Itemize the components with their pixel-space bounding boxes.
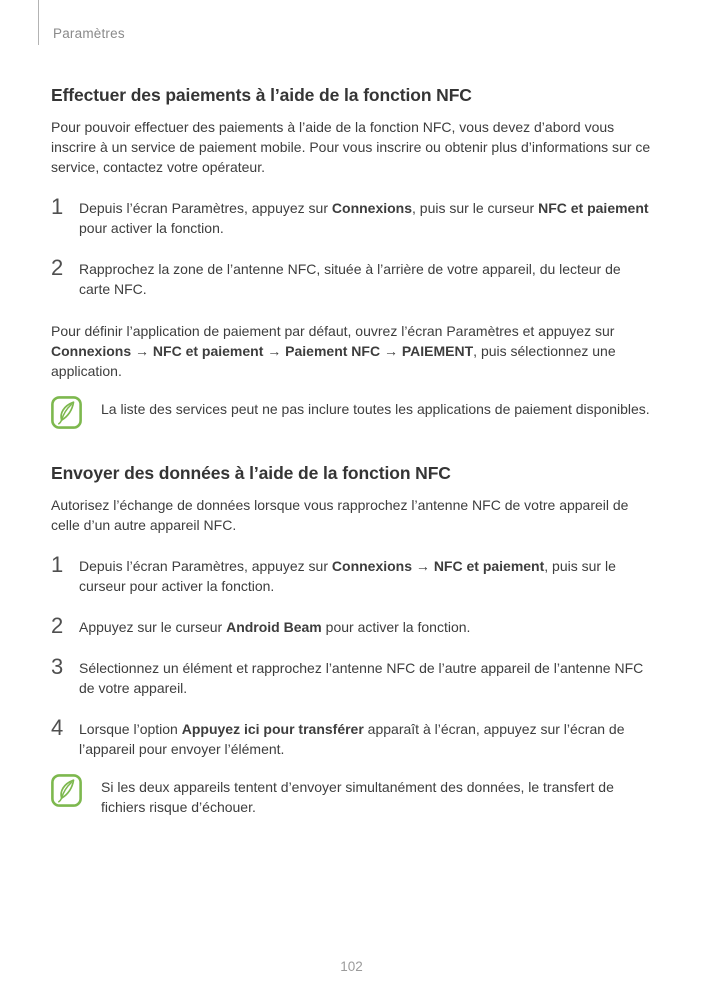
text-run: Depuis l’écran Paramètres, appuyez sur <box>79 200 332 216</box>
step-text <box>79 719 652 759</box>
text-run: pour activer la fonction. <box>79 220 224 236</box>
bold-text: NFC et paiement <box>152 343 264 359</box>
text-run: Appuyez sur le curseur <box>79 619 227 635</box>
step-text <box>79 259 652 299</box>
text-run: → <box>412 558 434 574</box>
text-run: Sélectionnez un élément et rapprochez l’antenne NFC de l’autre appareil de l’antenne NFC de votre appareil. <box>79 660 644 696</box>
bold-text: Paiement NFC <box>285 343 381 359</box>
step-item <box>51 654 652 698</box>
bold-text: Android Beam <box>226 619 322 635</box>
note <box>51 396 652 429</box>
step-number: 3 <box>51 654 64 679</box>
text-run: pour activer la fonction. <box>321 619 471 635</box>
text-run: Pour définir l’application de paiement par défaut, ouvrez l’écran Paramètres et appuyez sur <box>51 323 615 339</box>
step-item <box>51 255 652 299</box>
page-number: 102 <box>340 959 363 974</box>
step-text <box>79 556 652 596</box>
text-run: , puis sélectionnez une application. <box>51 343 616 379</box>
note <box>51 774 652 817</box>
bold-text: NFC et paiement <box>433 558 545 574</box>
step-number: 1 <box>51 194 64 219</box>
text-run: Rapprochez la zone de l’antenne NFC, située à l’arrière de votre appareil, du lecteur de carte NFC. <box>79 261 621 297</box>
step-number: 4 <box>51 715 64 740</box>
text-run: Si les deux appareils tentent d’envoyer simultanément des données, le transfert de fichiers risque d’échouer. <box>101 779 614 815</box>
note-leaf-icon <box>51 396 82 429</box>
section-title-nfc-send-data: Envoyer des données à l’aide de la fonction NFC <box>51 463 451 483</box>
note-leaf-icon <box>51 774 82 807</box>
bold-text: Connexions <box>331 200 413 216</box>
breadcrumb: Paramètres <box>53 26 125 41</box>
step-item <box>51 552 652 596</box>
step-number: 2 <box>51 255 64 280</box>
text-run: Depuis l’écran Paramètres, appuyez sur <box>79 558 332 574</box>
text-run: → <box>263 343 286 359</box>
step-item <box>51 194 652 238</box>
header-rule <box>38 0 39 45</box>
paragraph-default-app <box>51 321 652 381</box>
text-run: → <box>131 343 153 359</box>
bold-text: NFC et paiement <box>538 200 649 216</box>
step-item <box>51 613 652 638</box>
bold-text: PAIEMENT <box>401 343 474 359</box>
text-run: La liste des services peut ne pas inclure toutes les applications de paiement disponibles. <box>101 401 650 417</box>
text-run: apparaît à l’écran, appuyez sur l’écran de l’appareil pour envoyer l’élément. <box>79 721 625 757</box>
step-item <box>51 715 652 759</box>
text-run: → <box>380 343 402 359</box>
bold-text: Connexions <box>51 343 132 359</box>
step-number: 2 <box>51 613 64 638</box>
page-content <box>0 84 703 817</box>
text-run: Pour pouvoir effectuer des paiements à l’aide de la fonction NFC, vous devez d’abord vous inscrire à un service de paiement mobile. Pour vous inscrire ou obtenir plus d’informations sur ce service, contactez votre opérateur. <box>51 119 651 175</box>
page-header <box>0 0 703 46</box>
bold-text: Connexions <box>331 558 413 574</box>
page-footer <box>0 958 703 976</box>
note-text <box>101 774 652 817</box>
text-run: , puis sur le curseur <box>412 200 539 216</box>
text-run: , puis sur le curseur pour activer la fonction. <box>79 558 616 594</box>
step-text <box>79 658 652 698</box>
paragraph-intro-payments <box>51 117 652 177</box>
step-text <box>79 617 652 637</box>
section-title-nfc-payments: Effectuer des paiements à l’aide de la fonction NFC <box>51 85 472 105</box>
text-run: Autorisez l’échange de données lorsque vous rapprochez l’antenne NFC de votre appareil de celle d’un autre appareil NFC. <box>51 497 629 533</box>
step-text <box>79 198 652 238</box>
paragraph-intro-send-data <box>51 495 652 535</box>
note-text <box>101 396 652 419</box>
bold-text: Appuyez ici pour transférer <box>181 721 364 737</box>
text-run: Lorsque l’option <box>79 721 182 737</box>
step-number: 1 <box>51 552 64 577</box>
